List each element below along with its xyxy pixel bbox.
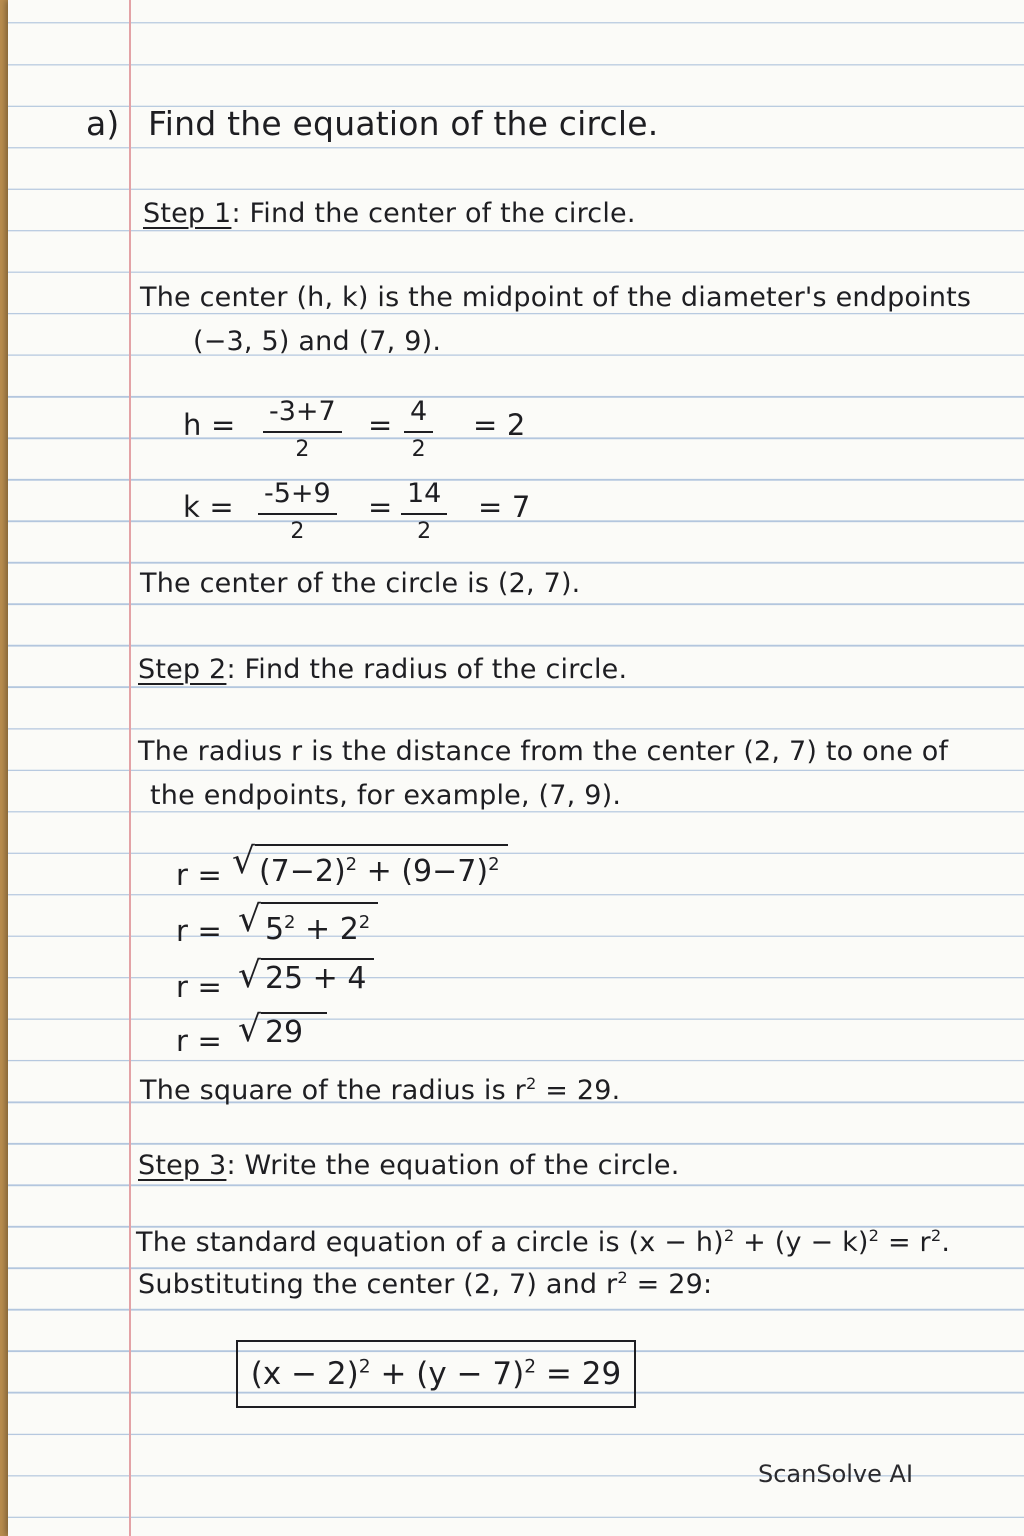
step3-heading	[138, 1150, 679, 1181]
r1-lhs: r =	[176, 858, 223, 892]
step2-line1: The radius r is the distance from the center (2, 7) to one of	[138, 736, 949, 767]
h-fraction-2	[404, 396, 433, 462]
k-equals: =	[368, 490, 393, 524]
brand-signature: ScanSolve AI	[758, 1460, 914, 1488]
r2-lhs: r =	[176, 914, 223, 948]
r1-radicand: $(7-2)^2 + (9-7)^2$	[255, 844, 508, 889]
step1-line2: (−3, 5) and (7, 9).	[193, 326, 442, 357]
step3-label: Step 3	[138, 1150, 227, 1181]
h-numerator-2: 4	[404, 396, 433, 433]
step1-conclusion: The center of the circle is (2, 7).	[140, 568, 581, 599]
k-numerator-1: -5+9	[258, 478, 337, 515]
h-denominator-2: 2	[411, 437, 426, 462]
r4-radicand: 29	[261, 1012, 327, 1050]
k-fraction-1	[258, 478, 337, 544]
step3-line1: The standard equation of a circle is $(x - h)^2 + (y - k)^2 = r^2$.	[136, 1226, 951, 1258]
step2-heading	[138, 654, 627, 685]
margin-line	[129, 0, 131, 1536]
r4-sqrt: √ 29	[238, 1010, 327, 1050]
step1-label: Step 1	[143, 198, 232, 229]
step2-conclusion: The square of the radius is $r^2 = 29$.	[140, 1074, 621, 1106]
k-fraction-2	[401, 478, 447, 544]
h-numerator-1: -3+7	[263, 396, 342, 433]
k-denominator-1: 2	[290, 519, 305, 544]
h-variable: h =	[183, 408, 236, 442]
r3-radicand: 25 + 4	[261, 958, 374, 996]
r2-radicand: $5^2 + 2^2$	[261, 902, 378, 947]
part-label: a)	[86, 104, 120, 143]
r3-lhs: r =	[176, 970, 223, 1004]
h-result: = 2	[473, 408, 526, 442]
h-equals: =	[368, 408, 393, 442]
step2-line2: the endpoints, for example, (7, 9).	[150, 780, 622, 811]
h-denominator-1: 2	[295, 437, 310, 462]
step2-title: : Find the radius of the circle.	[226, 654, 628, 685]
k-variable: k =	[183, 490, 234, 524]
r1-sqrt: √ $(7-2)^2 + (9-7)^2$	[232, 842, 508, 889]
step2-label: Step 2	[138, 654, 227, 685]
final-answer: $(x - 2)^2 + (y - 7)^2 = 29$	[250, 1356, 622, 1392]
step1-title: : Find the center of the circle.	[231, 198, 636, 229]
final-answer-box	[236, 1340, 636, 1408]
step3-title: : Write the equation of the circle.	[226, 1150, 680, 1181]
notebook-page	[8, 0, 1024, 1536]
k-numerator-2: 14	[401, 478, 447, 515]
step1-heading	[143, 198, 636, 229]
r3-sqrt: √ 25 + 4	[238, 956, 374, 996]
k-result: = 7	[478, 490, 531, 524]
step3-line2: Substituting the center (2, 7) and $r^2 = 29$:	[138, 1268, 713, 1300]
r4-lhs: r =	[176, 1024, 223, 1058]
k-denominator-2: 2	[417, 519, 432, 544]
step1-line1: The center (h, k) is the midpoint of the diameter's endpoints	[140, 282, 972, 313]
h-fraction-1	[263, 396, 342, 462]
part-title: Find the equation of the circle.	[148, 104, 659, 143]
r2-sqrt: √ $5^2 + 2^2$	[238, 900, 378, 947]
